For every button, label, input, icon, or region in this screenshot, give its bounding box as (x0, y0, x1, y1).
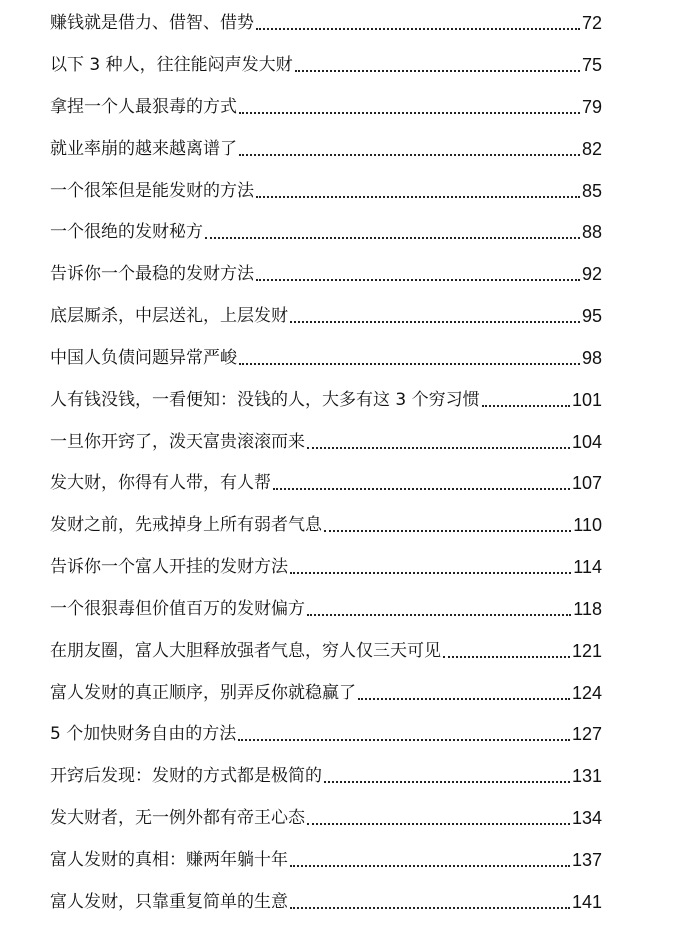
toc-entry-title: 发大财者，无一例外都有帝王心态 (50, 808, 305, 828)
toc-entry[interactable] (50, 590, 602, 620)
toc-entry-page: 137 (571, 850, 602, 870)
toc-entry-title: 5 个加快财务自由的方法 (50, 724, 237, 744)
toc-entry-title: 开窍后发现：发财的方式都是极简的 (50, 766, 322, 786)
toc-entry[interactable] (50, 632, 602, 662)
toc-entry[interactable] (50, 4, 602, 34)
toc-entry-page: 95 (581, 306, 602, 326)
toc-entry-page: 121 (571, 641, 602, 661)
dot-leader (307, 610, 571, 616)
toc-entry-page: 114 (573, 557, 602, 577)
dot-leader (290, 317, 580, 323)
toc-entry[interactable] (50, 339, 602, 369)
toc-entry[interactable] (50, 88, 602, 118)
dot-leader (239, 150, 580, 156)
toc-entry[interactable] (50, 297, 602, 327)
toc-entry-title: 在朋友圈，富人大胆释放强者气息，穷人仅三天可见 (50, 641, 441, 661)
toc-entry-title: 底层厮杀，中层送礼，上层发财 (50, 306, 288, 326)
toc-entry-page: 72 (581, 13, 602, 33)
dot-leader (290, 568, 571, 574)
dot-leader (238, 735, 570, 741)
toc-entry-title: 一个很笨但是能发财的方法 (50, 181, 254, 201)
toc-entry[interactable] (50, 841, 602, 871)
toc-entry-page: 101 (571, 390, 602, 410)
toc-entry-title: 富人发财的真正顺序，别弄反你就稳赢了 (50, 683, 356, 703)
dot-leader (482, 401, 570, 407)
toc-entry[interactable] (50, 506, 602, 536)
toc-entry[interactable] (50, 674, 602, 704)
dot-leader (443, 652, 570, 658)
toc-entry-page: 82 (581, 139, 602, 159)
toc-entry[interactable] (50, 46, 602, 76)
dot-leader (290, 903, 570, 909)
toc-entry-page: 107 (571, 473, 602, 493)
toc-entry-title: 赚钱就是借力、借智、借势 (50, 13, 254, 33)
toc-entry-page: 134 (571, 808, 602, 828)
toc-entry-page: 88 (581, 222, 602, 242)
toc-entry-page: 85 (581, 181, 602, 201)
toc-entry-page: 92 (581, 264, 602, 284)
dot-leader (307, 819, 570, 825)
toc-entry[interactable] (50, 381, 602, 411)
toc-entry-title: 富人发财的真相：赚两年躺十年 (50, 850, 288, 870)
toc-entry-title: 人有钱没钱，一看便知：没钱的人，大多有这 3 个穷习惯 (50, 390, 480, 410)
toc-entry-page: 127 (571, 724, 602, 744)
toc-entry-page: 131 (571, 766, 602, 786)
toc-entry[interactable] (50, 213, 602, 243)
dot-leader (239, 108, 580, 114)
toc-entry-title: 一个很狠毒但价值百万的发财偏方 (50, 599, 305, 619)
toc-entry-page: 118 (573, 599, 602, 619)
dot-leader (205, 233, 580, 239)
toc-entry[interactable] (50, 883, 602, 913)
toc-entry-title: 一旦你开窍了，泼天富贵滚滚而来 (50, 432, 305, 452)
toc-entry[interactable] (50, 130, 602, 160)
toc-entry[interactable] (50, 548, 602, 578)
toc-entry-page: 110 (573, 515, 602, 535)
toc-entry-title: 拿捏一个人最狠毒的方式 (50, 97, 237, 117)
toc-entry-page: 79 (581, 97, 602, 117)
toc-entry[interactable] (50, 464, 602, 494)
toc-entry-page: 75 (581, 55, 602, 75)
toc-entry-page: 98 (581, 348, 602, 368)
dot-leader (256, 24, 580, 30)
dot-leader (290, 861, 570, 867)
toc-entry-title: 告诉你一个最稳的发财方法 (50, 264, 254, 284)
dot-leader (273, 484, 570, 490)
dot-leader (307, 443, 570, 449)
dot-leader (324, 777, 570, 783)
toc-entry-page: 141 (571, 892, 602, 912)
toc-entry[interactable] (50, 255, 602, 285)
dot-leader (358, 694, 570, 700)
toc-entry-title: 就业率崩的越来越离谱了 (50, 139, 237, 159)
toc-entry-page: 104 (571, 432, 602, 452)
toc-entry[interactable] (50, 423, 602, 453)
toc-entry[interactable] (50, 172, 602, 202)
toc-entry-title: 中国人负债问题异常严峻 (50, 348, 237, 368)
toc-entry-title: 发大财，你得有人带，有人帮 (50, 473, 271, 493)
dot-leader (256, 275, 580, 281)
toc-entry-title: 富人发财，只靠重复简单的生意 (50, 892, 288, 912)
dot-leader (256, 192, 580, 198)
toc-entry-page: 124 (571, 683, 602, 703)
dot-leader (324, 526, 571, 532)
toc-entry[interactable] (50, 757, 602, 787)
dot-leader (295, 66, 580, 72)
toc-entry[interactable] (50, 715, 602, 745)
toc-entry-title: 告诉你一个富人开挂的发财方法 (50, 557, 288, 577)
toc-entry-title: 发财之前，先戒掉身上所有弱者气息 (50, 515, 322, 535)
toc-entry[interactable] (50, 799, 602, 829)
toc-entry-title: 以下 3 种人，往往能闷声发大财 (50, 55, 293, 75)
toc-entry-title: 一个很绝的发财秘方 (50, 222, 203, 242)
dot-leader (239, 359, 580, 365)
